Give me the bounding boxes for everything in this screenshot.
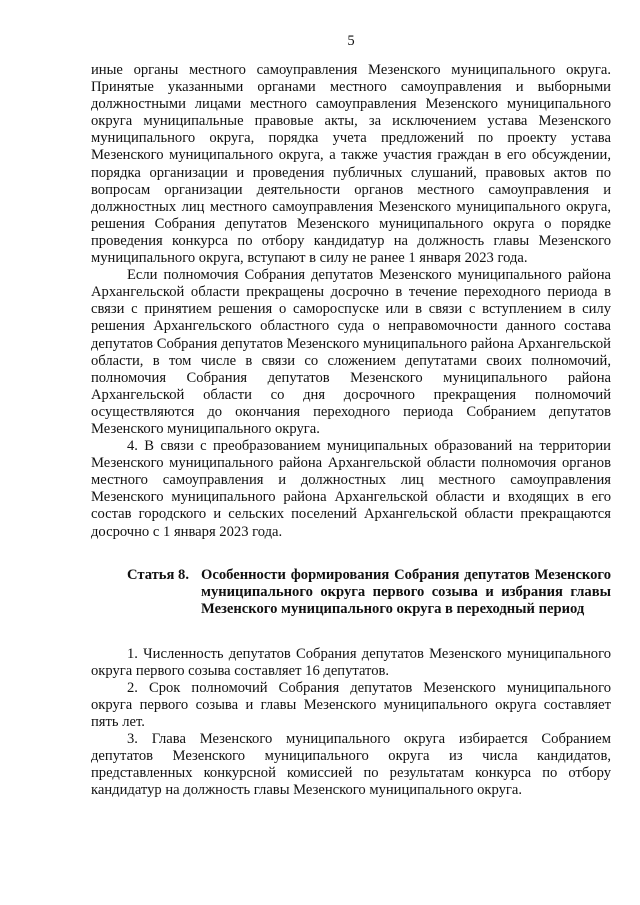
paragraph-item-3: 3. Глава Мезенского муниципального округа избирается Собранием депутатов Мезенского муниципального округа из числа кандидатов, представленных конкурсной комиссией по результатам конкурса по отбору кандидатур на должность главы Мезенского муниципального округа. <box>91 730 611 799</box>
paragraph-item-1: 1. Численность депутатов Собрания депутатов Мезенского муниципального округа первого созыва составляет 16 депутатов. <box>91 645 611 679</box>
article-heading <box>91 567 611 619</box>
paragraph-continuation: иные органы местного самоуправления Мезенского муниципального округа. Принятые указанными органами местного самоуправления и выборными должностными лицами местного самоуправления Мезенского муниципального округа муниципальные правовые акты, за исключением устава Мезенского муниципального округа, порядка учета предложений по проекту устава Мезенского муниципального округа, а также участия граждан в его обсуждении, порядка организации и проведения публичных слушаний, правовых актов по вопросам организации деятельности органов местного самоуправления и должностных лиц местного самоуправления Мезенского муниципального округа, решения Собрания депутатов Мезенского муниципального округа о порядке проведения конкурса по отбору кандидатур на должность главы Мезенского муниципального округа, вступают в силу не ранее 1 января 2023 года. <box>91 62 611 267</box>
paragraph-item-4: 4. В связи с преобразованием муниципальных образований на территории Мезенского муниципального района Архангельской области полномочия органов местного самоуправления и должностных лиц местного самоуправления Мезенского муниципального района Архангельской области и входящих в его состав городского и сельских поселений Архангельской области прекращаются досрочно с 1 января 2023 года. <box>91 438 611 540</box>
paragraph-item-2: 2. Срок полномочий Собрания депутатов Мезенского муниципального округа первого созыва и главы Мезенского муниципального округа составляет пять лет. <box>91 679 611 730</box>
document-page <box>91 33 611 799</box>
page-number: 5 <box>347 33 355 49</box>
paragraph-early-termination: Если полномочия Собрания депутатов Мезенского муниципального района Архангельской области прекращены досрочно в течение переходного периода в связи с принятием решения о самороспуске или в связи с вступлением в силу решения Архангельского областного суда о неправомочности данного состава депутатов Собрания депутатов Мезенского муниципального района Архангельской области, в том числе в связи со сложением депутатами своих полномочий, полномочия Собрания депутатов Мезенского муниципального района Архангельской области со дня досрочного прекращения полномочий осуществляются до окончания переходного периода Собранием депутатов Мезенского муниципального округа. <box>91 267 611 437</box>
article-label: Статья 8. <box>127 566 189 583</box>
article-title: Особенности формирования Собрания депутатов Мезенского муниципального округа первого созыва и избрания главы Мезенского муниципального округа в переходный период <box>201 566 611 618</box>
